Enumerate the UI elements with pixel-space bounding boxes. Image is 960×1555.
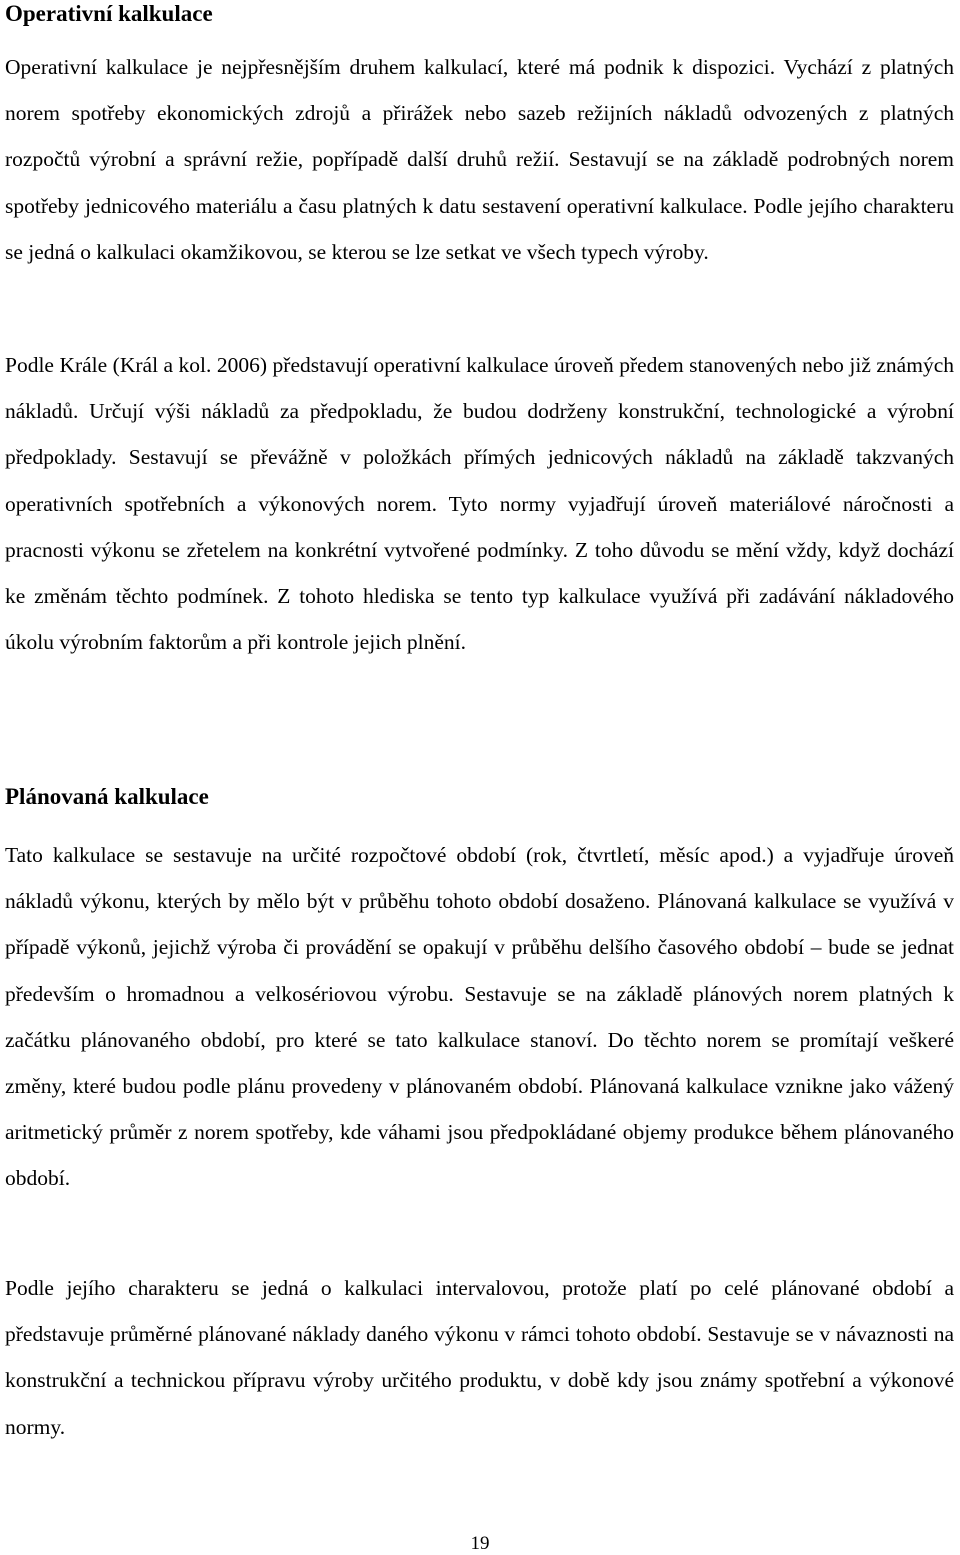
page-number: 19 (470, 1533, 490, 1554)
section-heading-planovana-kalkulace: Plánovaná kalkulace (5, 784, 209, 809)
paragraph: Tato kalkulace se sestavuje na určité rozpočtové období (rok, čtvrtletí, měsíc apod.) a vyjadřuje úroveň nákladů výkonu, kterých by mělo být v průběhu tohoto období dosaženo. Plánovaná kalkulace se využívá v případě výkonů, jejichž výroba či provádění se opakují v průběhu delšího časového období – bude se jednat především o hromadnou a velkosériovou výrobu. Sestavuje se na základě plánových norem platných k začátku plánovaného období, pro které se tato kalkulace stanoví. Do těchto norem se promítají veškeré změny, které budou podle plánu provedeny v plánovaném období. Plánovaná kalkulace vznikne jako vážený aritmetický průměr z norem spotřeby, kde váhami jsou předpokládané objemy produkce během plánovaného období. (5, 843, 954, 1191)
paragraph: Operativní kalkulace je nejpřesnějším druhem kalkulací, které má podnik k dispozici. Vychází z platných norem spotřeby ekonomických zdrojů a přirážek nebo sazeb režijních nákladů odvozených z platných rozpočtů výrobní a správní režie, popřípadě další druhů režií. Sestavují se na základě podrobných norem spotřeby jednicového materiálu a času platných k datu sestavení operativní kalkulace. Podle jejího charakteru se jedná o kalkulaci okamžikovou, se kterou se lze setkat ve všech typech výroby. (5, 55, 954, 264)
paragraph: Podle jejího charakteru se jedná o kalkulaci intervalovou, protože platí po celé plánované období a představuje průměrné plánované náklady daného výkonu v rámci tohoto období. Sestavuje se v návaznosti na konstrukční a technickou přípravu výroby určitého produktu, v době kdy jsou známy spotřební a výkonové normy. (5, 1276, 954, 1439)
paragraph: Podle Krále (Král a kol. 2006) představují operativní kalkulace úroveň předem stanovených nebo již známých nákladů. Určují výši nákladů za předpokladu, že budou dodrženy konstrukční, technologické a výrobní předpoklady. Sestavují se převážně v položkách přímých jednicových nákladů na základě takzvaných operativních spotřebních a výkonových norem. Tyto normy vyjadřují úroveň materiálové náročnosti a pracnosti výkonu se zřetelem na konkrétní vytvořené podmínky. Z toho důvodu se mění vždy, když dochází ke změnám těchto podmínek. Z tohoto hlediska se tento typ kalkulace využívá při zadávání nákladového úkolu výrobním faktorům a při kontrole jejich plnění. (5, 353, 954, 655)
section-heading-operativni-kalkulace: Operativní kalkulace (5, 1, 213, 26)
